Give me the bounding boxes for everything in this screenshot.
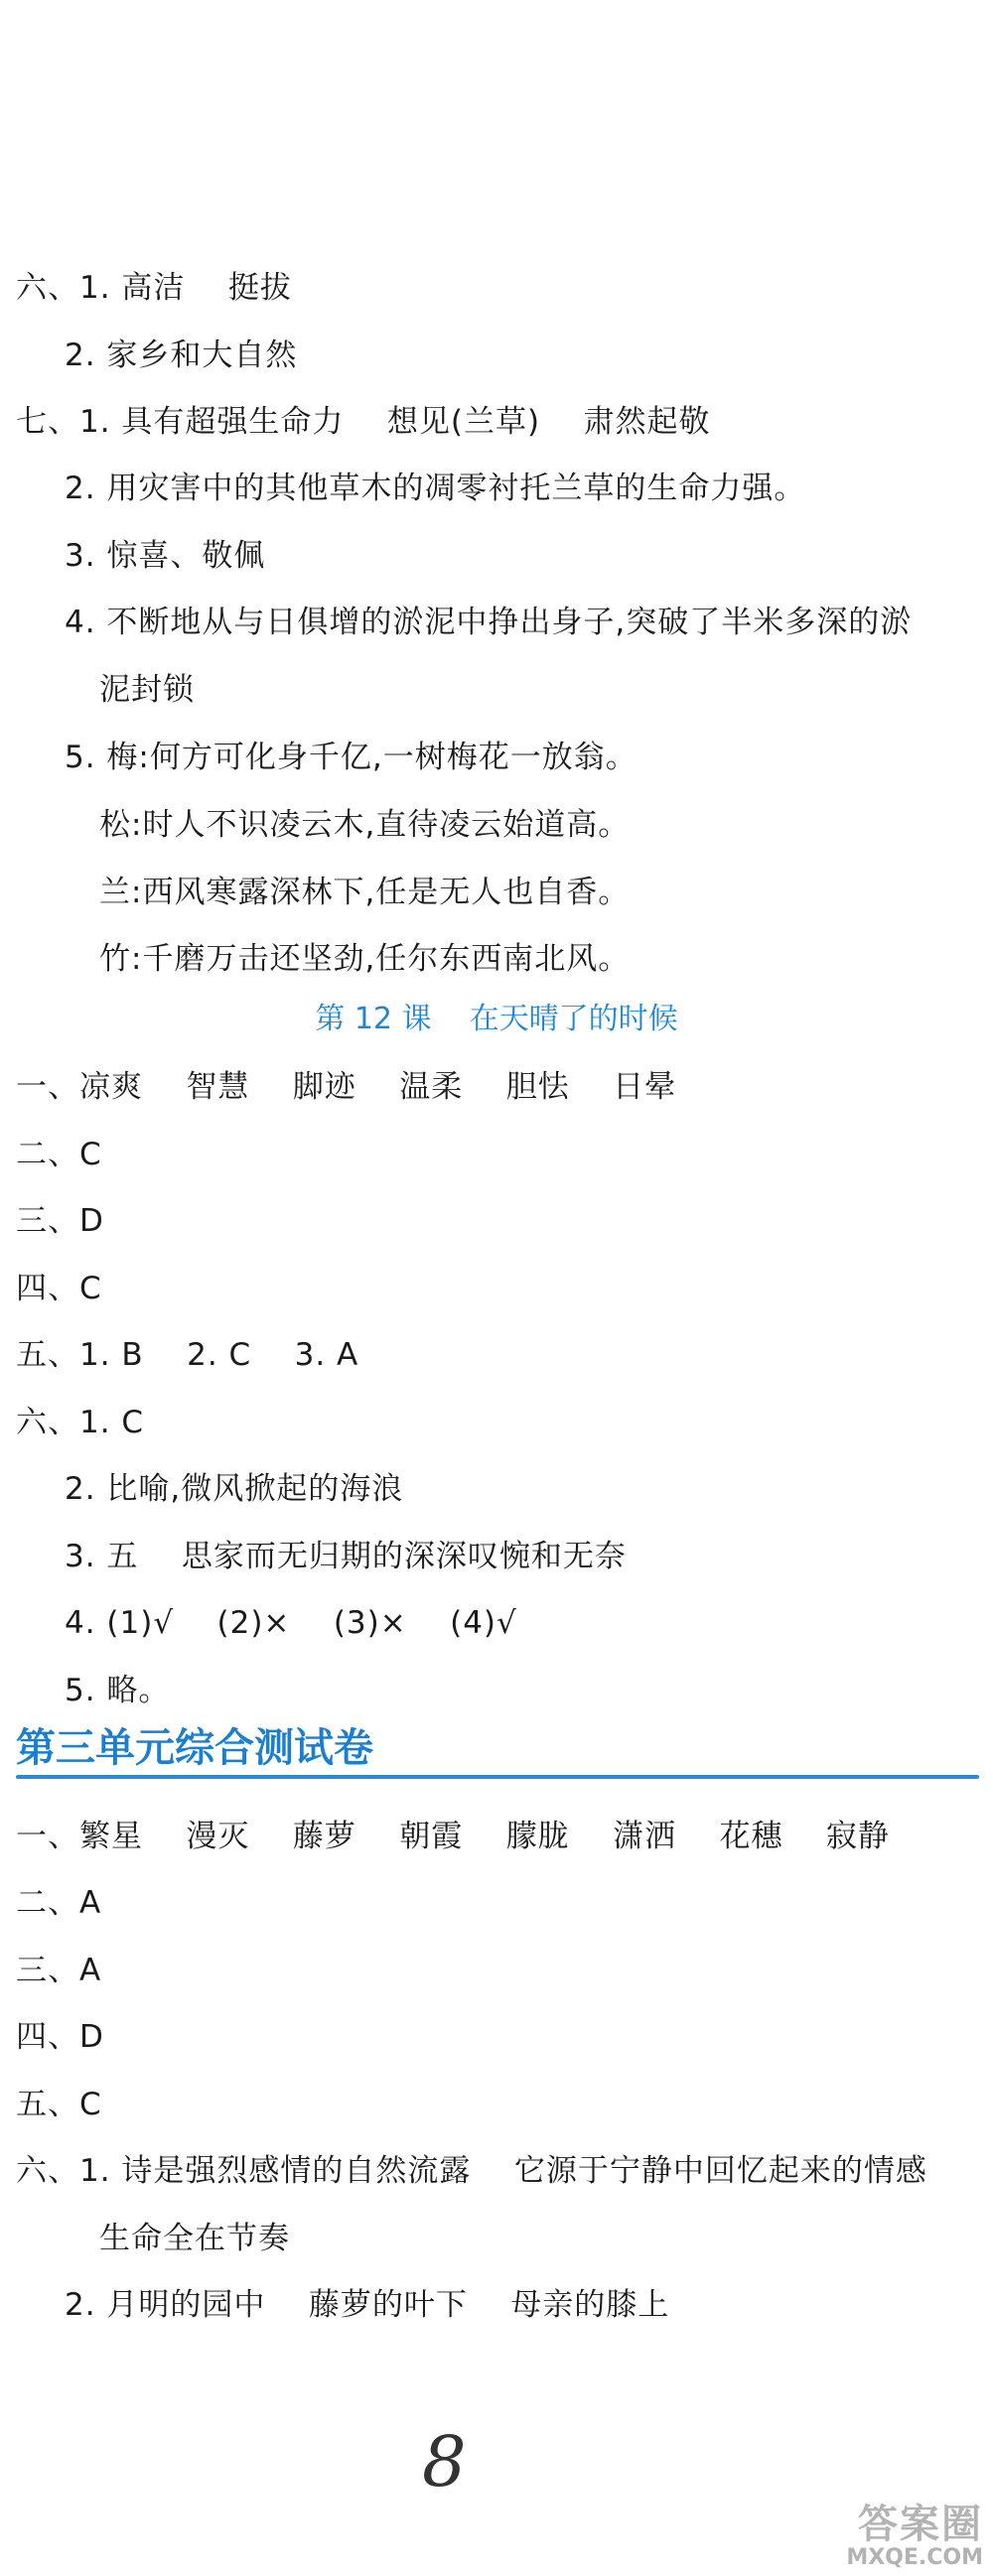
answer-line: 松:时人不识凌云木,直待凌云始道高。	[99, 807, 631, 843]
answer-line: 5. 略。	[65, 1673, 171, 1708]
answer-line: 六、1. 诗是强烈感情的自然流露 它源于宁静中回忆起来的情感	[16, 2153, 927, 2189]
lesson-title: 第 12 课 在天晴了的时候	[315, 1002, 678, 1036]
answer-line: 六、1. C	[16, 1405, 145, 1440]
unit-title-underline	[16, 1775, 979, 1779]
answer-line: 七、1. 具有超强生命力 想见(兰草) 肃然起敬	[16, 404, 711, 440]
answer-line: 4. (1)√ (2)× (3)× (4)√	[65, 1605, 517, 1641]
answer-line: 四、C	[16, 1271, 102, 1306]
answer-line: 兰:西风寒露深林下,任是无人也自香。	[99, 875, 631, 910]
answer-line: 3. 惊喜、敬佩	[65, 538, 266, 574]
watermark-url: MXQE.COM	[846, 2545, 983, 2570]
watermark-logo: 答案圈	[858, 2502, 983, 2547]
answer-line: 2. 家乡和大自然	[65, 338, 298, 373]
answer-line: 生命全在节奏	[99, 2221, 290, 2256]
answer-line: 六、1. 高洁 挺拔	[16, 270, 292, 306]
unit-title: 第三单元综合测试卷	[16, 1725, 373, 1771]
answer-line: 3. 五 思家而无归期的深深叹惋和无奈	[65, 1539, 627, 1574]
answer-line: 竹:千磨万击还坚劲,任尔东西南北风。	[99, 941, 631, 977]
answer-line: 二、C	[16, 1137, 102, 1172]
answer-line: 2. 比喻,微风掀起的海浪	[65, 1471, 404, 1507]
answer-line: 五、1. B 2. C 3. A	[16, 1337, 359, 1373]
page-number: 8	[422, 2421, 467, 2503]
answer-line: 三、D	[16, 1203, 104, 1239]
answer-line: 2. 用灾害中的其他草木的凋零衬托兰草的生命力强。	[65, 471, 806, 506]
answer-line: 泥封锁	[99, 672, 195, 708]
answer-line: 二、A	[16, 1885, 102, 1921]
answer-line: 五、C	[16, 2087, 102, 2122]
answer-line: 一、繁星 漫灭 藤萝 朝霞 朦胧 潇洒 花穗 寂静	[16, 1819, 890, 1854]
answer-line: 一、凉爽 智慧 脚迹 温柔 胆怯 日晕	[16, 1069, 677, 1105]
watermark	[846, 2503, 983, 2570]
answer-line: 四、D	[16, 2019, 104, 2055]
answer-line: 2. 月明的园中 藤萝的叶下 母亲的膝上	[65, 2287, 670, 2323]
answer-line: 三、A	[16, 1953, 102, 1988]
answer-line: 5. 梅:何方可化身千亿,一树梅花一放翁。	[65, 740, 638, 775]
answer-line: 4. 不断地从与日俱增的淤泥中挣出身子,突破了半米多深的淤	[65, 605, 913, 640]
